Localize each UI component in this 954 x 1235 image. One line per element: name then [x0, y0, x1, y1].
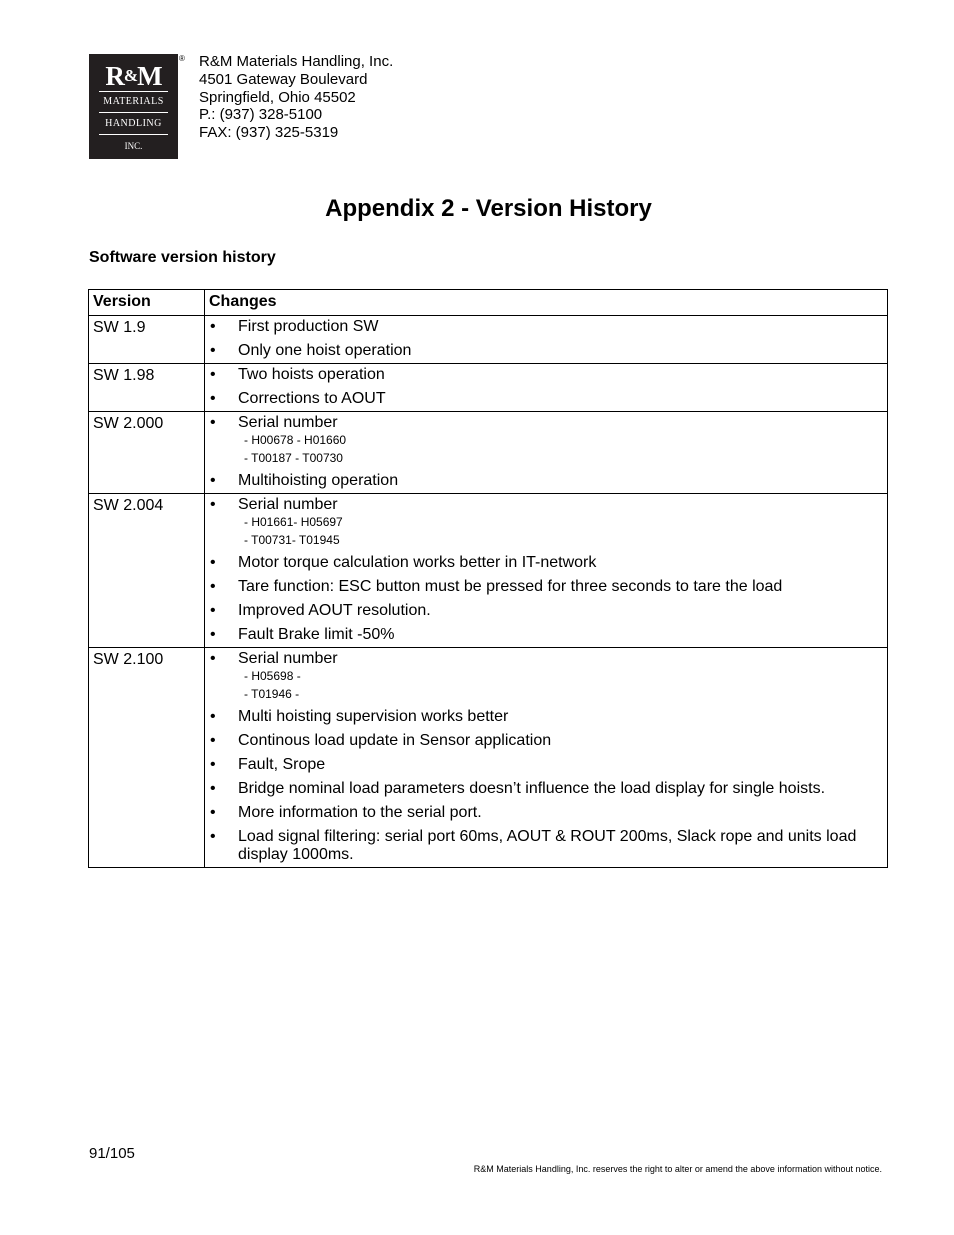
- change-item: [209, 780, 883, 798]
- header-changes: Changes: [205, 290, 888, 316]
- bullet-icon: •: [210, 554, 216, 571]
- address-company: R&M Materials Handling, Inc.: [199, 53, 394, 70]
- changes-cell: [205, 494, 888, 648]
- version-cell: SW 2.000: [89, 412, 205, 494]
- change-item: [209, 650, 883, 668]
- version-cell: SW 1.9: [89, 316, 205, 364]
- bullet-icon: •: [210, 496, 216, 513]
- change-text: Serial number: [238, 650, 338, 667]
- company-logo: [89, 54, 178, 159]
- change-text: Fault, Srope: [238, 756, 326, 773]
- change-item: [209, 602, 883, 620]
- serial-range-list: [209, 432, 883, 467]
- change-item: [209, 414, 883, 432]
- change-item: [209, 732, 883, 750]
- bullet-icon: •: [210, 342, 216, 359]
- table-header-row: [89, 290, 888, 316]
- footer-notice: R&M Materials Handling, Inc. reserves the right to alter or amend the above information without notice.: [473, 1164, 882, 1174]
- change-text: First production SW: [238, 318, 379, 335]
- change-item: [209, 708, 883, 726]
- registered-mark: ®: [179, 54, 185, 63]
- bullet-icon: •: [210, 732, 216, 749]
- page-number: 91/105: [89, 1145, 135, 1162]
- section-heading: Software version history: [89, 249, 276, 266]
- changes-cell: [205, 648, 888, 868]
- company-address: [199, 53, 393, 142]
- change-item: [209, 578, 883, 596]
- bullet-icon: •: [210, 578, 216, 595]
- change-text: Improved AOUT resolution.: [238, 602, 431, 619]
- bullet-icon: •: [210, 366, 216, 383]
- change-item: [209, 496, 883, 514]
- change-text: Two hoists operation: [238, 366, 385, 383]
- change-item: [209, 472, 883, 490]
- version-cell: SW 2.004: [89, 494, 205, 648]
- header-version: Version: [89, 290, 205, 316]
- bullet-icon: •: [210, 626, 216, 643]
- changes-cell: [205, 364, 888, 412]
- table-row: [89, 364, 888, 412]
- bullet-icon: •: [210, 390, 216, 407]
- change-item: [209, 626, 883, 644]
- change-item: [209, 756, 883, 774]
- logo-word-inc: INC.: [124, 141, 143, 151]
- bullet-icon: •: [210, 804, 216, 821]
- change-text: Bridge nominal load parameters doesn’t influence the load display for single hoists.: [238, 780, 826, 797]
- change-text: Multi hoisting supervision works better: [238, 708, 509, 725]
- changes-cell: [205, 316, 888, 364]
- table-row: [89, 494, 888, 648]
- bullet-icon: •: [210, 602, 216, 619]
- serial-range: - H05698 -: [244, 669, 301, 683]
- serial-range: - H01661- H05697: [244, 515, 343, 529]
- change-item: [209, 342, 883, 360]
- logo-word-handling: HANDLING: [105, 118, 162, 129]
- serial-range-list: [209, 514, 883, 549]
- change-item: [209, 554, 883, 572]
- bullet-icon: •: [210, 756, 216, 773]
- change-text: Serial number: [238, 414, 338, 431]
- change-text: Motor torque calculation works better in IT-network: [238, 554, 597, 571]
- change-text: Corrections to AOUT: [238, 390, 386, 407]
- bullet-icon: •: [210, 708, 216, 725]
- change-text: More information to the serial port.: [238, 804, 482, 821]
- serial-range: - T01946 -: [244, 686, 300, 701]
- version-cell: SW 1.98: [89, 364, 205, 412]
- change-text: Tare function: ESC button must be pressed for three seconds to tare the load: [238, 578, 783, 595]
- version-cell: SW 2.100: [89, 648, 205, 868]
- change-item: [209, 804, 883, 822]
- change-text: Serial number: [238, 496, 338, 513]
- bullet-icon: •: [210, 828, 216, 845]
- serial-range: - H00678 - H01660: [244, 433, 347, 447]
- bullet-icon: •: [210, 318, 216, 335]
- address-city: Springfield, Ohio 45502: [199, 88, 356, 106]
- bullet-icon: •: [210, 650, 216, 667]
- address-fax: FAX: (937) 325-5319: [199, 124, 339, 142]
- table-row: [89, 316, 888, 364]
- logo-word-materials: MATERIALS: [103, 96, 164, 107]
- serial-range: - T00731- T01945: [244, 532, 340, 547]
- change-item: [209, 366, 883, 384]
- bullet-icon: •: [210, 414, 216, 431]
- change-item: [209, 828, 883, 864]
- logo-monogram: R&M: [105, 61, 162, 91]
- address-phone: P.: (937) 328-5100: [199, 106, 323, 124]
- change-text: Multihoisting operation: [238, 472, 399, 489]
- change-text: Fault Brake limit -50%: [238, 626, 395, 643]
- bullet-icon: •: [210, 472, 216, 489]
- version-history-table: [88, 289, 888, 868]
- change-text: Load signal filtering: serial port 60ms, AOUT & ROUT 200ms, Slack rope and units load display 1000ms.: [238, 828, 857, 863]
- change-text: Only one hoist operation: [238, 342, 412, 359]
- address-street: 4501 Gateway Boulevard: [199, 70, 368, 88]
- page-title: Appendix 2 - Version History: [325, 195, 652, 222]
- table-row: [89, 648, 888, 868]
- table-row: [89, 412, 888, 494]
- changes-cell: [205, 412, 888, 494]
- change-item: [209, 318, 883, 336]
- change-text: Continous load update in Sensor application: [238, 732, 552, 749]
- bullet-icon: •: [210, 780, 216, 797]
- serial-range-list: [209, 668, 883, 703]
- change-item: [209, 390, 883, 408]
- serial-range: - T00187 - T00730: [244, 450, 343, 465]
